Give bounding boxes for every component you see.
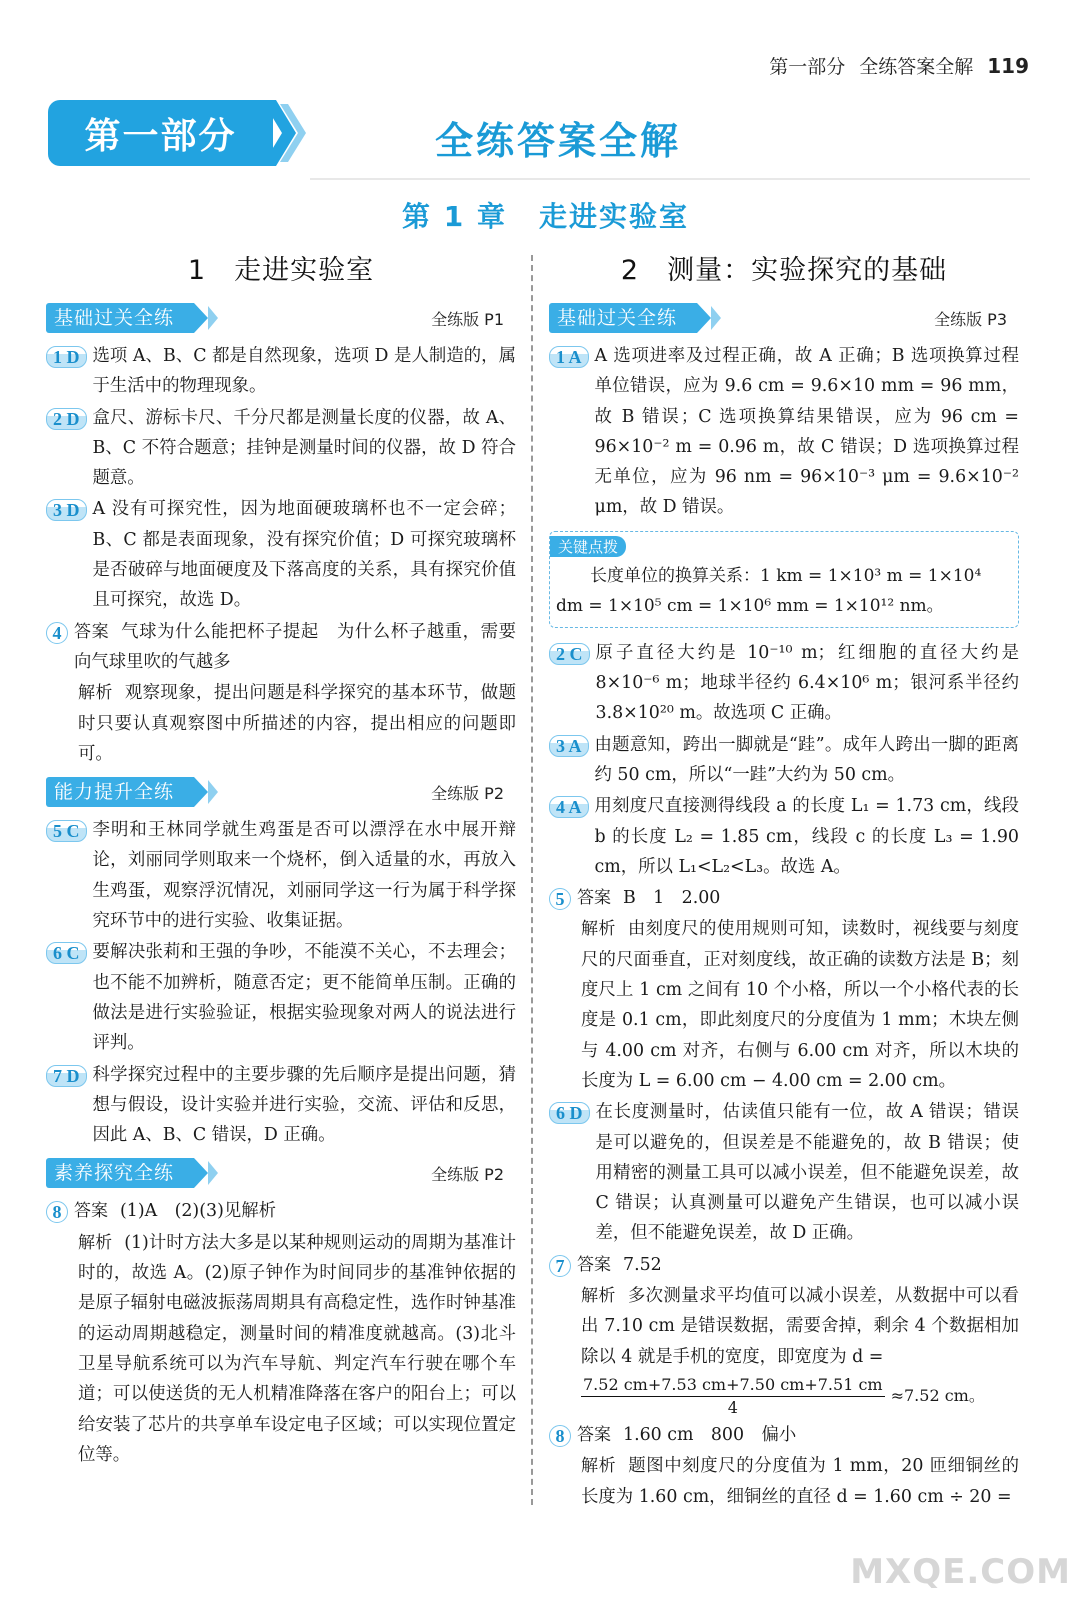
tip-text: 长度单位的换算关系：1 km = 1×10³ m = 1×10⁴ dm = 1×10⁵ cm = 1×10⁶ mm = 1×10¹² nm。 xyxy=(556,565,982,616)
band-tag: 能力提升全练 xyxy=(46,777,194,807)
explanation: 解析 (1)计时方法大多是以某种规则运动的周期为基准计时的，故选 A。(2)原子钟作为时间同步的基准钟依据的是原子辐射电磁波振荡周期具有高稳定性，选作时钟基准的运动周期越稳定，测量时间的精准度就越高。(3)北斗卫星导航系统可以为汽车导航、判定汽车行驶在哪个车道；可以使送货的无人机精准降落在客户的阳台上；可以给安装了芯片的共享单车设定电子区域；可以实现位置定位等。 xyxy=(78,1232,516,1465)
band-ref: 全练版 P2 xyxy=(431,1164,504,1184)
answer-item: 1 A A 选项进率及过程正确，故 A 正确；B 选项换算过程单位错误，应为 9.6 cm = 9.6×10 mm = 96 mm，故 B 错误；C 选项换算结果错误，应为 96 cm = 96×10⁻² m = 0.96 m，故 C 错误；D 选项换算过程无单位，应为 96 nm = 96×10⁻³ μm = 9.6×10⁻² μm，故 D 错误。 xyxy=(549,341,1019,523)
section-title: 2 测量：实验探究的基础 xyxy=(620,255,948,286)
band-tag: 素养探究全练 xyxy=(46,1158,194,1188)
explanation: 解析 由刻度尺的使用规则可知，读数时，视线要与刻度尺的尺面垂直，正对刻度线，故正确的读数方法是 B；刻度尺上 1 cm 之间有 10 个小格，所以一个小格代表的长度是 0.1 cm，即此刻度尺的分度值为 1 mm；木块左侧与 4.00 cm 对齐，右侧与 6.00 cm 对齐，所以木块的长度为 L = 6.00 cm − 4.00 cm = 2.00 cm。 xyxy=(581,919,1019,1091)
band-ref: 全练版 P3 xyxy=(934,309,1007,329)
chapter-number: 第 1 章 xyxy=(402,200,507,233)
explanation: 解析 题图中刻度尺的分度值为 1 mm，20 匝细铜丝的长度为 1.60 cm，细铜丝的直径 d = 1.60 cm ÷ 20 = xyxy=(581,1456,1020,1507)
fraction-numerator: 7.52 cm+7.53 cm+7.50 cm+7.51 cm xyxy=(581,1374,885,1397)
band-tag: 基础过关全练 xyxy=(549,303,697,333)
main-title: 全练答案全解 xyxy=(434,119,681,163)
page-header xyxy=(769,52,1029,79)
answer-item: 1 D 选项 A、B、C 都是自然现象，选项 D 是人制造的，属于生活中的物理现象。 xyxy=(46,341,516,402)
question-number: 7 xyxy=(549,1255,571,1277)
answer-item: 7 答案 7.52 xyxy=(549,1250,1019,1280)
question-number: 1 D xyxy=(46,346,87,368)
answer-item: 5 C 李明和王林同学就生鸡蛋是否可以漂浮在水中展开辩论，刘丽同学则取来一个烧杯，倒入适量的水，再放入生鸡蛋，观察浮沉情况，刘丽同学这一行为属于科学探究环节中的进行实验、收集证据。 xyxy=(46,815,516,936)
answer-item: 6 C 要解决张莉和王强的争吵，不能漠不关心，不去理会；也不能不加辨析，随意否定；更不能简单压制。正确的做法是进行实验验证，根据实验现象对两人的说法进行评判。 xyxy=(46,937,516,1058)
question-number: 2 C xyxy=(549,643,590,665)
section-title: 1 走进实验室 xyxy=(187,255,375,286)
fraction-denominator: 4 xyxy=(727,1397,738,1417)
question-number: 8 xyxy=(46,1201,68,1223)
answer-item: 8 答案 (1)A (2)(3)见解析 xyxy=(46,1196,516,1226)
question-number: 2 D xyxy=(46,408,87,430)
answer-item: 3 A 由题意知，跨出一脚就是“跬”。成年人跨出一脚的距离约 50 cm，所以“一跬”大约为 50 cm。 xyxy=(549,730,1019,791)
column-divider xyxy=(531,255,533,1505)
answer-item: 2 D 盒尺、游标卡尺、千分尺都是测量长度的仪器，故 A、B、C 不符合题意；挂钟是测量时间的仪器，故 D 符合题意。 xyxy=(46,403,516,494)
question-number: 6 D xyxy=(549,1102,590,1124)
answer-item: 4 A 用刻度尺直接测得线段 a 的长度 L₁ = 1.73 cm，线段 b 的长度 L₂ = 1.85 cm，线段 c 的长度 L₃ = 1.90 cm，所以 L₁<L₂<L₃。故选 A。 xyxy=(549,791,1019,882)
question-number: 5 xyxy=(549,888,571,910)
question-number: 7 D xyxy=(46,1065,87,1087)
header-part: 第一部分 xyxy=(769,56,846,78)
band-ref: 全练版 P2 xyxy=(431,783,504,803)
answer-item: 6 D 在长度测量时，估读值只能有一位，故 A 错误；错误是可以避免的，但误差是不能避免的，故 B 错误；使用精密的测量工具可以减小误差，但不能避免误差，故 C 错误；认真测量可以避免产生错误，也可以减小误差，但不能避免误差，故 D 正确。 xyxy=(549,1097,1019,1248)
question-number: 3 A xyxy=(549,735,589,757)
chapter-title: 走进实验室 xyxy=(538,200,689,233)
section-band xyxy=(46,775,516,809)
question-number: 8 xyxy=(549,1425,571,1447)
question-number: 5 C xyxy=(46,820,87,842)
section-band xyxy=(46,301,516,335)
question-number: 1 A xyxy=(549,346,589,368)
answer-item: 2 C 原子直径大约是 10⁻¹⁰ m；红细胞的直径大约是 8×10⁻⁶ m；地球半径约 6.4×10⁶ m；银河系半径约 3.8×10²⁰ m。故选项 C 正确。 xyxy=(549,638,1019,729)
question-number: 3 D xyxy=(46,499,87,521)
title-rule xyxy=(310,178,1030,180)
answer-item: 5 答案 B 1 2.00 xyxy=(549,883,1019,913)
section-band xyxy=(549,301,1019,335)
question-number: 6 C xyxy=(46,942,87,964)
key-tip-box xyxy=(549,531,1019,628)
watermark: MXQE.COM xyxy=(850,1552,1071,1592)
part-banner: 第一部分 xyxy=(48,100,273,166)
question-number: 4 xyxy=(46,622,68,644)
header-section: 全练答案全解 xyxy=(859,56,974,78)
explanation: 解析 多次测量求平均值可以减小误差，从数据中可以看出 7.10 cm 是错误数据，需要舍掉，剩余 4 个数据相加除以 4 就是手机的宽度，即宽度为 d = $\frac{7.52 cm+7.53 cm+7.50 cm+7.51 cm}{4}$ ≈7.52 cm。 xyxy=(581,1286,1019,1417)
answer-item: 3 D A 没有可探究性，因为地面硬玻璃杯也不一定会碎；B、C 都是表面现象，没有探究价值；D 可探究玻璃杯是否破碎与地面硬度及下落高度的关系，具有探究价值且可探究，故选 D。 xyxy=(46,494,516,615)
average-formula xyxy=(581,1374,1019,1419)
answer-item: 4 答案 气球为什么能把杯子提起 为什么杯子越重，需要向气球里吹的气越多 xyxy=(46,617,516,678)
answer-item: 7 D 科学探究过程中的主要步骤的先后顺序是提出问题，猜想与假设，设计实验并进行实验，交流、评估和反思，因此 A、B、C 错误，D 正确。 xyxy=(46,1060,516,1151)
section-band xyxy=(46,1156,516,1190)
explanation: 解析 观察现象，提出问题是科学探究的基本环节，做题时只要认真观察图中所描述的内容，提出相应的问题即可。 xyxy=(78,683,516,764)
left-column xyxy=(46,248,516,1471)
band-ref: 全练版 P1 xyxy=(431,309,504,329)
right-column xyxy=(549,248,1019,1513)
answer-item: 8 答案 1.60 cm 800 偏小 xyxy=(549,1420,1019,1450)
page-number: 119 xyxy=(987,54,1029,78)
band-tag: 基础过关全练 xyxy=(46,303,194,333)
chapter-heading xyxy=(0,195,1091,235)
fraction-result: ≈7.52 cm。 xyxy=(890,1386,985,1406)
tip-tag: 关键点拨 xyxy=(550,536,626,557)
question-number: 4 A xyxy=(549,796,589,818)
